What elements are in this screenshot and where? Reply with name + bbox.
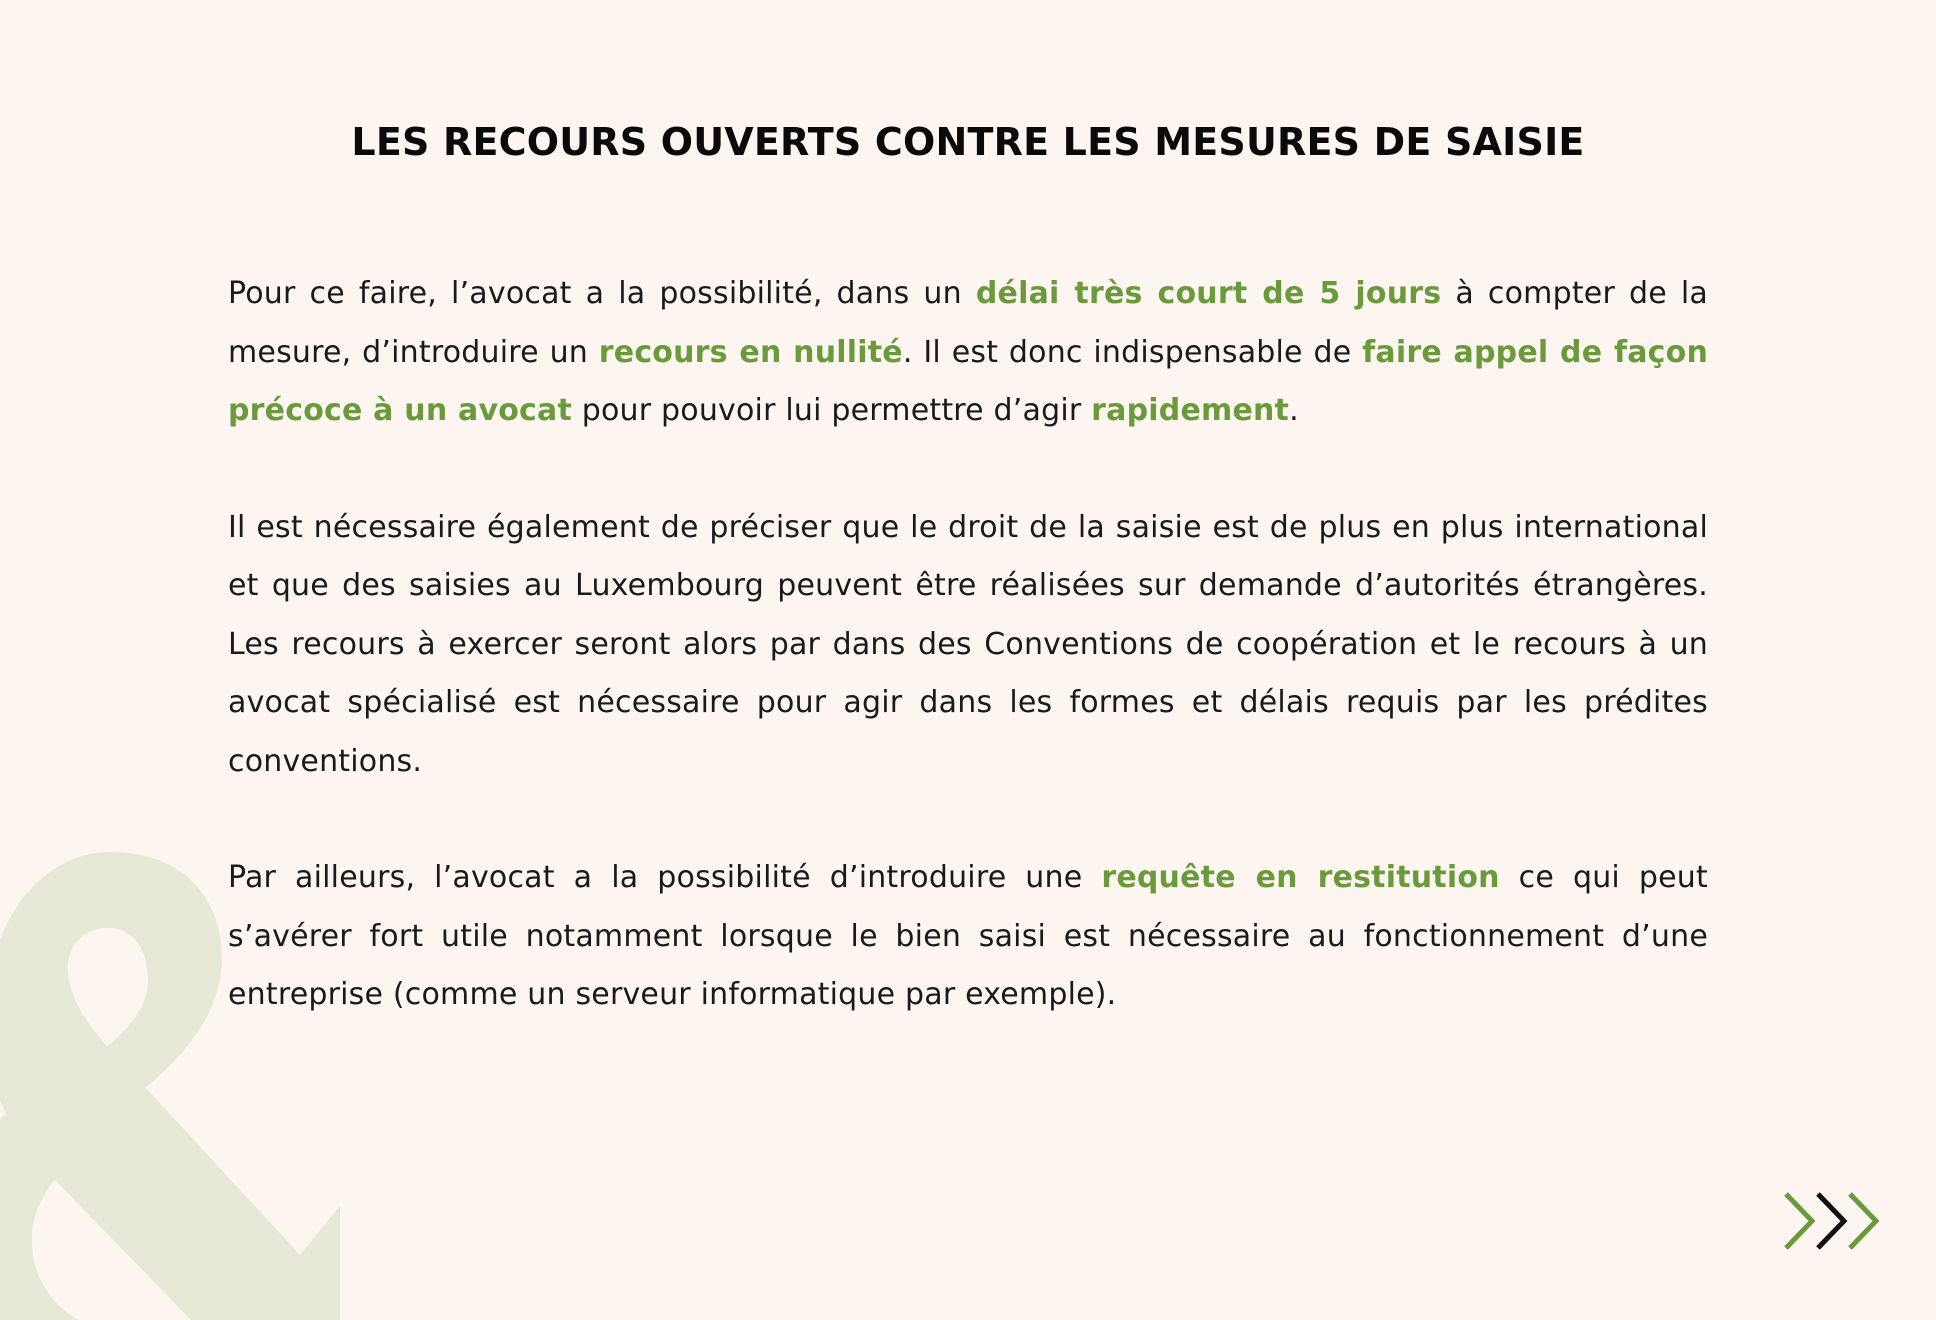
- highlighted-phrase: faire appel de façon précoce à un avocat: [228, 334, 1709, 428]
- highlighted-phrase: rapidement: [1091, 393, 1290, 428]
- paragraph-3: [228, 849, 1708, 1025]
- body-content: [228, 265, 1708, 1083]
- body-text: Il est nécessaire également de préciser que le droit de la saisie est de plus en plus international et que des saisies au Luxembourg peuvent être réalisées sur demande d’autorités étrangères. Les recours à exercer seront alors par dans des Conventions de coopération et le recours à un avocat spécialisé est nécessaire pour agir dans les formes et délais requis par les prédites conventions.: [228, 509, 1708, 779]
- body-text: Par ailleurs, l’avocat a la possibilité d’introduire une: [228, 860, 1102, 895]
- highlighted-phrase: requête en restitution: [1101, 860, 1500, 895]
- paragraph-2: [228, 499, 1708, 792]
- highlighted-phrase: délai très court de 5 jours: [975, 276, 1442, 311]
- body-text: ce qui peut s’avérer fort utile notamment lorsque le bien saisi est nécessaire au fonctionnement d’une entreprise (comme un serveur informatique par exemple).: [228, 860, 1708, 1012]
- highlighted-phrase: recours en nullité: [598, 334, 903, 370]
- body-text: pour pouvoir lui permettre d’agir: [572, 393, 1092, 428]
- body-text: Pour ce faire, l’avocat a la possibilité, dans un: [228, 276, 976, 311]
- double-chevron-right-icon[interactable]: [1782, 1188, 1886, 1254]
- paragraph-1: [228, 265, 1708, 441]
- body-text: .: [1289, 393, 1299, 428]
- body-text: à compter de la mesure, d’introduire un: [228, 276, 1709, 370]
- page-title: LES RECOURS OUVERTS CONTRE LES MESURES DE SAISIE: [351, 120, 1585, 164]
- body-text: . Il est donc indispensable de: [902, 334, 1363, 370]
